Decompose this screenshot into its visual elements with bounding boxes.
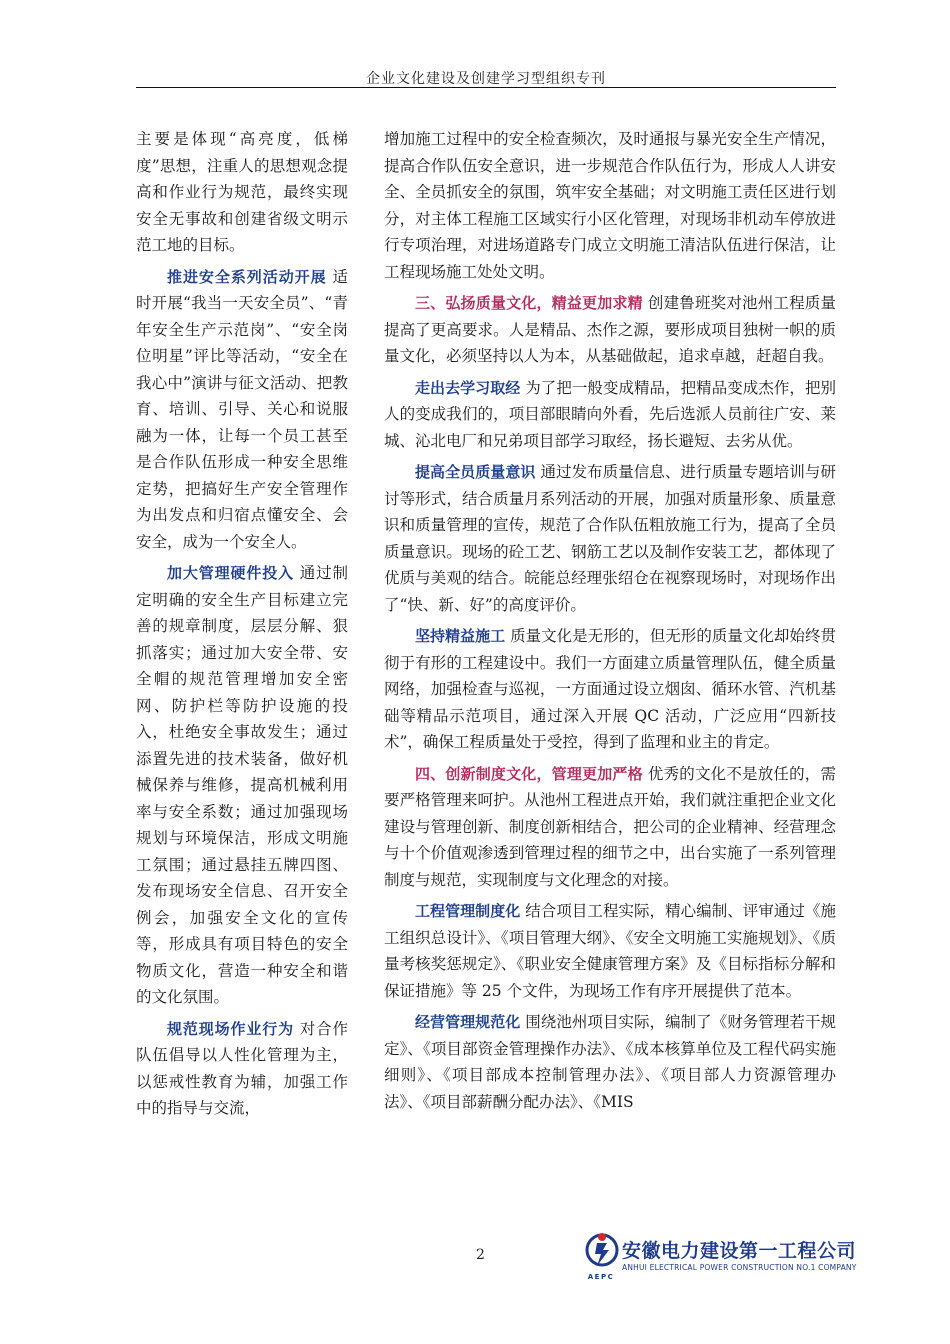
company-logo xyxy=(584,1232,857,1288)
right-column xyxy=(384,126,836,1120)
section-heading: 四、创新制度文化，管理更加严格 xyxy=(415,764,643,783)
paragraph xyxy=(384,459,836,618)
running-header: 企业文化建设及创建学习型组织专刊 xyxy=(366,71,606,87)
subsection-heading: 走出去学习取经 xyxy=(415,378,521,397)
paragraph-text: 对合作队伍倡导以人性化管理为主，以惩戒性教育为辅，加强工作中的指导与交流， xyxy=(136,1019,348,1117)
section-heading: 三、弘扬质量文化，精益更加求精 xyxy=(415,294,643,312)
subsection-heading: 经营管理规范化 xyxy=(415,1013,521,1031)
paragraph xyxy=(384,290,836,370)
paragraph-text: 质量文化是无形的，但无形的质量文化却始终贯彻于有形的工程建设中。我们一方面建立质量管理队伍，健全质量网络，加强检查与巡视，一方面通过设立烟囱、循环水管、汽机基础等精品示范项目，通过深入开展 QC 活动，广泛应用“四新技术”，确保工程质量处于受控，得到了监理和业主的肯定。 xyxy=(384,627,836,751)
header-rule xyxy=(136,87,836,88)
paragraph-text: 通过发布质量信息、进行质量专题培训与研讨等形式，结合质量月系列活动的开展，加强对质量形象、质量意识和质量管理的宣传，规范了合作队伍粗放施工行为，提高了全员质量意识。现场的砼工艺、钢筋工艺以及制作安装工艺，都体现了优质与美观的结合。皖能总经理张绍仓在视察现场时，对现场作出了“快、新、好”的高度评价。 xyxy=(384,463,836,614)
paragraph-text: 结合项目工程实际，精心编制、评审通过《施工组织总设计》、《项目管理大纲》、《安全文明施工实施规划》、《质量考核奖惩规定》、《职业安全健康管理方案》及《目标指标分解和保证措施》等 25 个文件，为现场工作有序开展提供了范本。 xyxy=(384,902,836,1000)
aepc-emblem-icon xyxy=(584,1232,620,1276)
subsection-heading: 提高全员质量意识 xyxy=(415,463,536,481)
subsection-heading: 规范现场作业行为 xyxy=(167,1019,294,1038)
paragraph xyxy=(136,126,348,259)
logo-english-name: ANHUI ELECTRICAL POWER CONSTRUCTION NO.1 COMPANY xyxy=(622,1263,857,1272)
page-number: 2 xyxy=(476,1247,485,1263)
paragraph-text: 优秀的文化不是放任的，需要严格管理来呵护。从池州工程进点开始，我们就注重把企业文化建设与管理创新、制度创新相结合，把公司的企业精神、经营理念与十个价值观渗透到管理过程的细节之中，出台实施了一系列管理制度与规范，实现制度与文化理念的对接。 xyxy=(384,764,836,889)
paragraph xyxy=(384,761,836,894)
paragraph-text: 增加施工过程中的安全检查频次，及时通报与暴光安全生产情况，提高合作队伍安全意识，进一步规范合作队伍行为，形成人人讲安全、全员抓安全的氛围，筑牢安全基础；对文明施工责任区进行划分，对主体工程施工区域实行小区化管理，对现场非机动车停放进行专项治理，对进场道路专门成立文明施工清洁队伍进行保洁，让工程现场施工处处文明。 xyxy=(384,130,836,281)
subsection-heading: 推进安全系列活动开展 xyxy=(167,267,327,286)
subsection-heading: 坚持精益施工 xyxy=(415,627,506,645)
paragraph xyxy=(384,126,836,285)
subsection-heading: 工程管理制度化 xyxy=(415,902,521,920)
paragraph-text: 为了把一般变成精品，把精品变成杰作，把别人的变成我们的，项目部眼睛向外看，先后选派人员前往广安、莱城、沁北电厂和兄弟项目部学习取经，扬长避短、去劣从优。 xyxy=(384,378,836,450)
paragraph xyxy=(136,560,348,1011)
paragraph xyxy=(136,1016,348,1122)
paragraph-text: 创建鲁班奖对池州工程质量提高了更高要求。人是精品、杰作之源，要形成项目独树一帜的质量文化，必须坚持以人为本，从基础做起，追求卓越，赶超自我。 xyxy=(384,294,836,365)
paragraph-text: 围绕池州项目实际，编制了《财务管理若干规定》、《项目部资金管理操作办法》、《成本核算单位及工程代码实施细则》、《项目部成本控制管理办法》、《项目部人力资源管理办法》、《项目部薪酬分配办法》、《MIS xyxy=(384,1013,836,1111)
paragraph-text: 通过制定明确的安全生产目标建立完善的规章制度，层层分解、狠抓落实；通过加大安全带、安全帽的规范管理增加安全密网、防护栏等防护设施的投入，杜绝安全事故发生；通过添置先进的技术装备，做好机械保养与维修，提高机械利用率与安全系数；通过加强现场规划与环境保洁，形成文明施工氛围；通过悬挂五牌四图、发布现场安全信息、召开安全例会，加强安全文化的宣传等，形成具有项目特色的安全物质文化，营造一种安全和谐的文化氛围。 xyxy=(136,564,348,1006)
logo-abbreviation: AEPC xyxy=(587,1273,615,1281)
paragraph-text: 适时开展“我当一天安全员”、“青年安全生产示范岗”、“安全岗位明星”评比等活动，“安全在我心中”演讲与征文活动、把教育、培训、引导、关心和说服融为一体，让每一个员工甚至是合作队伍形成一种安全思维定势，把搞好生产安全管理作为出发点和归宿点懂安全、会安全，成为一个安全人。 xyxy=(136,267,348,551)
logo-chinese-name: 安徽电力建设第一工程公司 xyxy=(622,1240,857,1262)
paragraph-text: 主要是体现“高亮度，低梯度”思想，注重人的思想观念提高和作业行为规范，最终实现安全无事故和创建省级文明示范工地的目标。 xyxy=(136,130,348,254)
left-column xyxy=(136,126,348,1127)
paragraph xyxy=(384,1009,836,1115)
paragraph xyxy=(384,375,836,455)
paragraph xyxy=(384,623,836,756)
paragraph xyxy=(136,264,348,556)
subsection-heading: 加大管理硬件投入 xyxy=(167,564,294,582)
paragraph xyxy=(384,898,836,1004)
